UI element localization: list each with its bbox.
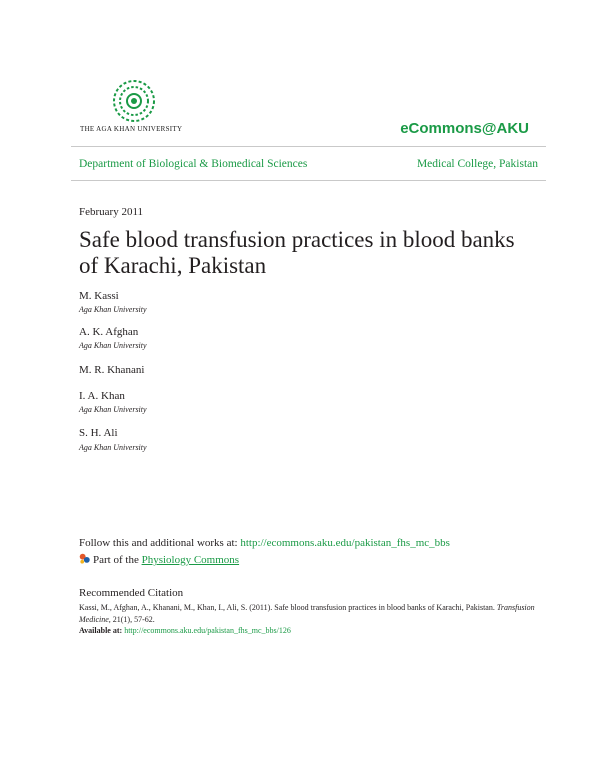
author-affiliation: Aga Khan University [79, 305, 147, 314]
citation-body: Kassi, M., Afghan, A., Khanani, M., Khan, I., Ali, S. (2011). Safe blood transfusion practices in blood banks of Karachi, Pakistan. [79, 603, 497, 612]
author-affiliation: Aga Khan University [79, 443, 147, 452]
ecommons-brand[interactable]: eCommons@AKU [400, 120, 529, 137]
department-link[interactable]: Department of Biological & Biomedical Sciences [79, 158, 308, 170]
publication-date: February 2011 [79, 206, 144, 218]
author-name: M. R. Khanani [79, 364, 145, 376]
paper-title: Safe blood transfusion practices in blood banks of Karachi, Pakistan [79, 227, 515, 278]
follow-line [79, 537, 450, 549]
author-name: M. Kassi [79, 290, 119, 302]
part-of-label: Part of the [93, 554, 142, 566]
physiology-commons-link[interactable]: Physiology Commons [141, 554, 240, 566]
author-name: S. H. Ali [79, 427, 118, 439]
available-label: Available at: [79, 626, 123, 635]
network-icon [79, 553, 90, 564]
university-logo [80, 76, 192, 138]
available-url-link[interactable]: http://ecommons.aku.edu/pakistan_fhs_mc_bbs/126 [124, 626, 291, 635]
citation-journal: Transfusion Medicine, [79, 603, 535, 624]
author-name: I. A. Khan [79, 390, 125, 402]
header-divider-bottom [71, 180, 546, 181]
logo-text: THE AGA KHAN UNIVERSITY [80, 125, 183, 133]
follow-label: Follow this and additional works at: [79, 537, 241, 549]
aga-khan-emblem-icon [109, 78, 159, 124]
follow-url-link[interactable]: http://ecommons.aku.edu/pakistan_fhs_mc_bbs [240, 537, 450, 549]
citation-volume: 21(1), 57-62. [110, 615, 155, 624]
header-divider-top [71, 146, 546, 147]
author-name: A. K. Afghan [79, 326, 139, 338]
part-of-line [79, 553, 239, 566]
author-affiliation: Aga Khan University [79, 405, 147, 414]
available-at-line [79, 626, 291, 635]
recommended-citation-heading: Recommended Citation [79, 587, 184, 599]
college-link[interactable]: Medical College, Pakistan [416, 158, 538, 170]
citation-text [79, 602, 539, 626]
author-affiliation: Aga Khan University [79, 341, 147, 350]
